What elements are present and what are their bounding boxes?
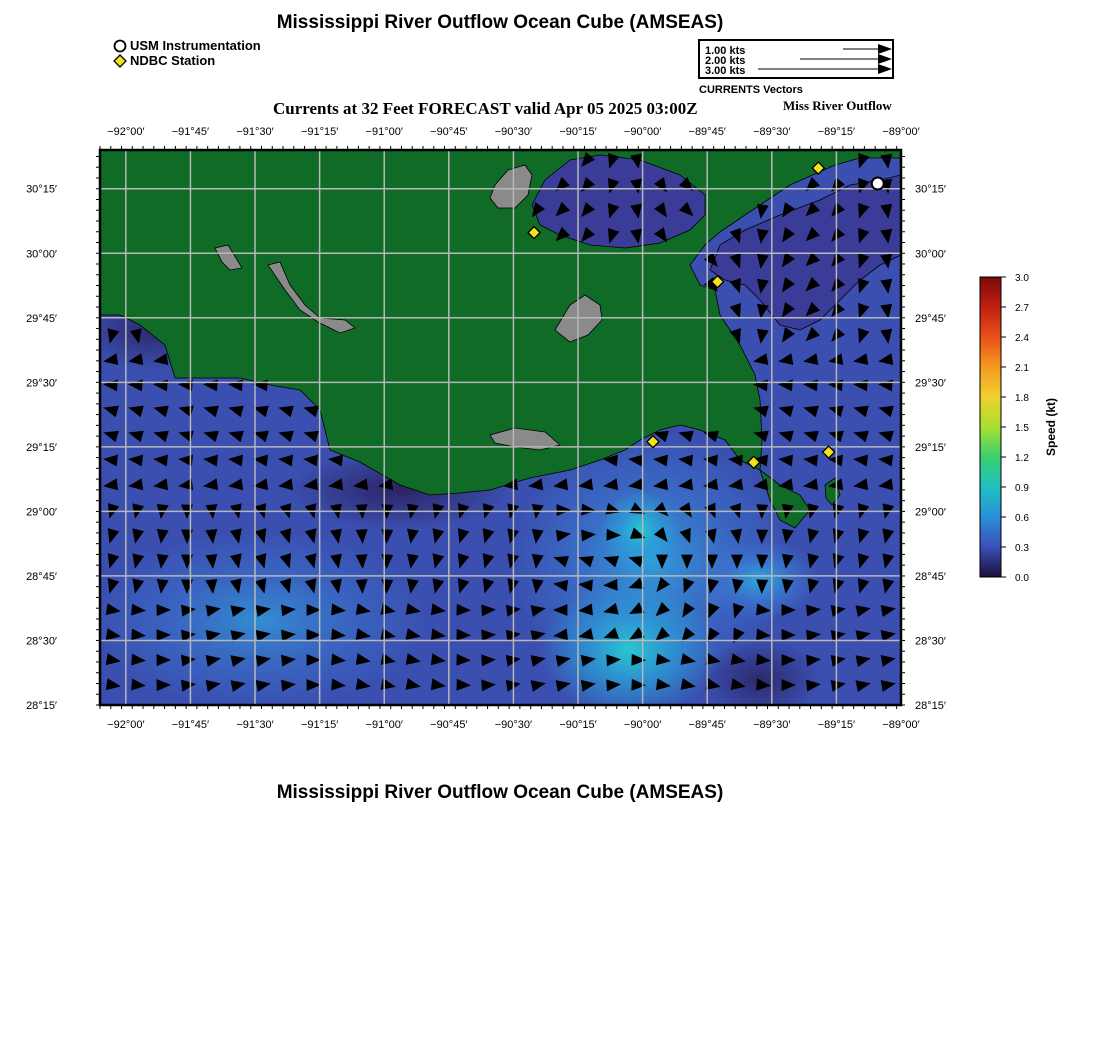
usm-legend-label: USM Instrumentation	[130, 38, 261, 53]
lat-labels-right	[915, 184, 946, 712]
lon-label: −91°30′	[236, 126, 274, 138]
ndbc-diamond-icon	[113, 54, 127, 68]
lon-label: −90°45′	[430, 719, 468, 731]
vector-key	[698, 39, 894, 79]
lat-label: 30°00′	[26, 248, 57, 261]
lat-label: 30°15′	[26, 183, 57, 196]
lon-label: −92°00′	[107, 126, 145, 138]
currents-map[interactable]	[26, 118, 960, 738]
lon-label: −89°15′	[817, 126, 856, 138]
lat-label: 29°30′	[915, 377, 946, 390]
vector-key-caption: CURRENTS Vectors	[699, 84, 803, 96]
lat-label: 29°30′	[26, 377, 57, 390]
lon-label: −89°30′	[753, 719, 791, 731]
usm-instrument-marker[interactable]	[872, 178, 884, 190]
usm-circle-icon	[113, 39, 127, 53]
lon-label: −89°00′	[882, 719, 920, 731]
lon-label: −89°30′	[753, 126, 791, 138]
lon-label: −91°15′	[300, 126, 339, 138]
vector-key-label-2: 2.00 kts	[705, 55, 746, 67]
lon-label: −90°15′	[559, 719, 597, 731]
lon-label: −91°45′	[171, 126, 210, 138]
colorbar-tick-label: 0.0	[1015, 573, 1029, 584]
lon-label: −89°00′	[882, 126, 920, 138]
lon-label: −90°30′	[494, 719, 533, 731]
lat-label: 28°30′	[915, 635, 946, 648]
colorbar-tick-label: 3.0	[1015, 273, 1029, 284]
lon-label: −91°15′	[300, 719, 339, 731]
lon-labels-top	[107, 126, 920, 138]
lon-label: −90°45′	[430, 126, 468, 138]
lat-label: 30°00′	[915, 248, 946, 261]
main-title: Mississippi River Outflow Ocean Cube (AMSEAS)	[276, 12, 724, 33]
region-label: Miss River Outflow	[783, 98, 892, 113]
lon-label: −91°00′	[365, 126, 403, 138]
colorbar-tick-label: 0.6	[1015, 513, 1029, 524]
lat-label: 30°15′	[915, 183, 946, 196]
map-body	[80, 150, 901, 720]
lat-label: 29°45′	[915, 312, 946, 325]
colorbar-ticks	[1001, 273, 1029, 584]
colorbar-tick-label: 1.2	[1015, 453, 1029, 464]
lat-label: 28°45′	[26, 570, 57, 583]
lon-label: −91°30′	[236, 719, 274, 731]
colorbar-tick-label: 2.1	[1015, 363, 1029, 374]
colorbar-tick-label: 1.8	[1015, 393, 1029, 404]
lat-label: 28°45′	[915, 570, 946, 583]
colorbar-tick-label: 0.3	[1015, 543, 1029, 554]
lat-label: 28°15′	[915, 700, 946, 712]
lat-label: 29°00′	[26, 506, 57, 519]
colorbar-tick-label: 2.7	[1015, 303, 1029, 314]
lat-label: 28°15′	[26, 700, 57, 712]
colorbar-gradient	[980, 277, 1001, 577]
vector-key-label-1: 1.00 kts	[705, 45, 746, 57]
lon-label: −89°15′	[817, 719, 856, 731]
lon-labels-bottom	[107, 719, 920, 731]
lon-label: −89°45′	[688, 126, 726, 138]
lon-label: −90°00′	[623, 126, 662, 138]
lon-label: −92°00′	[107, 719, 145, 731]
lat-label: 28°30′	[26, 635, 57, 648]
colorbar-tick-label: 2.4	[1015, 333, 1029, 344]
bottom-title: Mississippi River Outflow Ocean Cube (AMSEAS)	[276, 782, 724, 803]
colorbar-tick-label: 1.5	[1015, 423, 1029, 434]
lon-label: −90°15′	[559, 126, 597, 138]
lat-label: 29°15′	[915, 441, 946, 454]
lon-label: −90°30′	[494, 126, 533, 138]
lon-label: −89°45′	[688, 719, 726, 731]
vector-key-label-3: 3.00 kts	[705, 65, 746, 77]
lat-label: 29°45′	[26, 312, 57, 325]
lat-labels-left	[26, 184, 57, 712]
colorbar-tick-label: 0.9	[1015, 483, 1029, 494]
ndbc-legend-label: NDBC Station	[130, 53, 216, 68]
map-subtitle: Currents at 32 Feet FORECAST valid Apr 05 2025 03:00Z	[273, 99, 698, 118]
lat-label: 29°15′	[26, 441, 57, 454]
lon-label: −91°45′	[171, 719, 210, 731]
vector-key-arrows	[698, 39, 894, 79]
lon-label: −91°00′	[365, 719, 403, 731]
lat-label: 29°00′	[915, 506, 946, 519]
lon-label: −90°00′	[623, 719, 662, 731]
speed-colorbar	[970, 268, 1070, 588]
colorbar-label: Speed (kt)	[1044, 397, 1058, 457]
